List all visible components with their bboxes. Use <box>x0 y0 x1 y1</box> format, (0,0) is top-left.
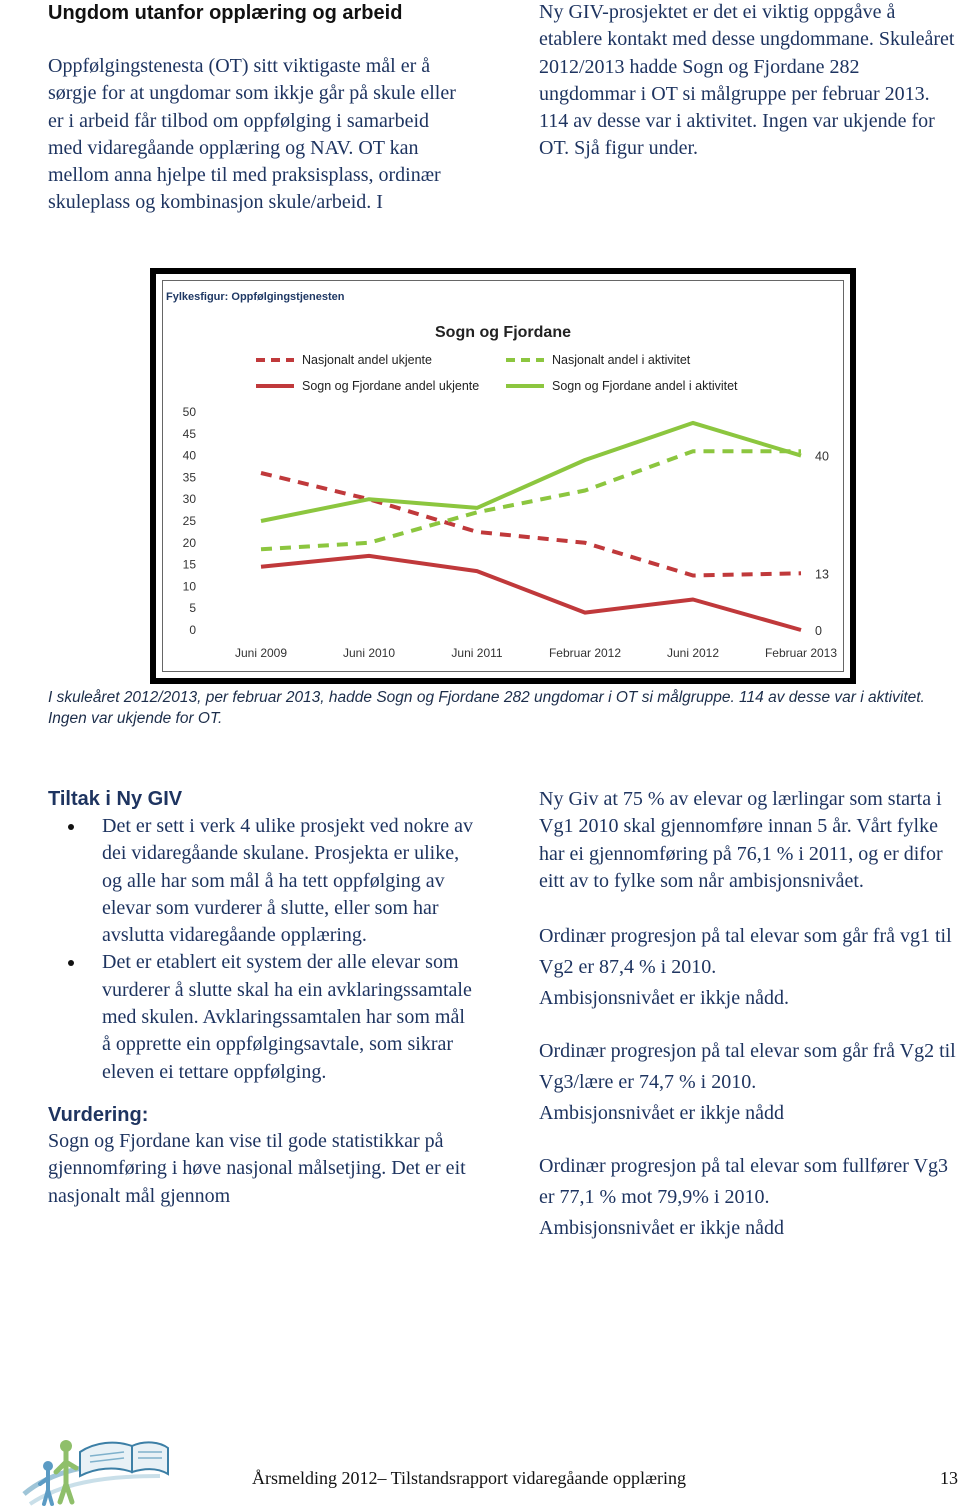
series-layer <box>261 423 801 630</box>
data-labels <box>815 450 829 638</box>
gjennomforing-paragraph: Ny Giv at 75 % av elevar og lærlingar som starta i Vg1 2010 skal gjennomføre innan 5 år. Vårt fylke har ei gjennomføring på 76,1 % i 2011, og er difor eitt av to fylke som når ambisjonsnivået. <box>539 788 943 892</box>
progresjon-vg2-text: Ordinær progresjon på tal elevar som går frå Vg2 til Vg3/lære er 74,7 % i 2010. <box>539 1040 956 1094</box>
y-axis <box>183 405 197 637</box>
y-tick-label: 40 <box>182 448 196 463</box>
x-axis <box>235 646 837 660</box>
bullet-icon <box>68 960 74 966</box>
county-logo <box>20 1432 170 1510</box>
legend-label: Nasjonalt andel ukjente <box>302 353 432 367</box>
y-tick-label: 5 <box>189 601 196 616</box>
y-tick-label: 50 <box>182 405 196 419</box>
legend-label: Sogn og Fjordane andel i aktivitet <box>552 379 738 393</box>
legend-item <box>256 353 432 367</box>
progresjon-vg3-text: Ordinær progresjon på tal elevar som fullfører Vg3 er 77,1 % mot 79,9% i 2010. <box>539 1155 948 1209</box>
y-tick-label: 0 <box>189 623 196 637</box>
right-column-top <box>539 0 959 163</box>
y-tick-label: 35 <box>182 470 196 485</box>
legend-item <box>506 379 738 393</box>
right-column-bottom <box>539 786 959 1244</box>
x-tick-label: Februar 2013 <box>764 646 838 660</box>
left-column-bottom <box>48 786 478 1210</box>
y-tick-label: 10 <box>182 579 196 594</box>
x-tick-label: Juni 2011 <box>451 646 503 660</box>
data-label: 0 <box>815 624 822 638</box>
data-label: 13 <box>815 567 829 582</box>
figure-label: Fylkesfigur: Oppfølgingstjenesten <box>166 291 345 303</box>
y-tick-label: 45 <box>182 426 196 441</box>
progresjon-vg3-status: Ambisjonsnivået er ikkje nådd <box>539 1217 784 1240</box>
legend-item <box>256 379 479 393</box>
chart-legend <box>256 353 738 393</box>
intro-paragraph: Oppfølgingstenesta (OT) sitt viktigaste mål er å sørgje for at ungdomar som ikkje går på skule eller er i arbeid får tilbod om oppfølging i samarbeid med vidaregåande opplæring og NAV. OT kan mellom anna hjelpe til med praksisplass, ordinær skuleplass og kombinasjon skule/arbeid. I <box>48 55 456 214</box>
x-tick-label: Juni 2009 <box>234 646 288 660</box>
footer-title: Årsmelding 2012– Tilstandsrapport vidaregåande opplæring <box>252 1468 686 1488</box>
list-item-text: Det er sett i verk 4 ulike prosjekt ved nokre av dei vidaregåande skulane. Prosjekta er ulike, og alle har som mål å ha tett oppfølging av elevar som vurderer å slutte, eller som har avslutta vidaregåande opplæring. <box>102 815 473 947</box>
chart-figure <box>150 268 856 684</box>
progresjon-vg1-text: Ordinær progresjon på tal elevar som går frå vg1 til Vg2 er 87,4 % i 2010. <box>539 925 952 979</box>
list-item <box>48 813 478 949</box>
legend-label: Nasjonalt andel i aktivitet <box>552 353 691 367</box>
legend-label: Sogn og Fjordane andel ukjente <box>302 379 480 393</box>
series-line <box>261 556 801 630</box>
series-line <box>261 423 801 521</box>
list-item-text: Det er etablert eit system der alle elevar som vurderer å slutte skal ha ein avklaringssamtale med skulen. Avklaringssamtalen har som mål å opprette ein oppfølgingsavtale, som sikrar eleven ei tettare oppfølging. <box>102 951 472 1083</box>
figure-caption: I skuleåret 2012/2013, per februar 2013, hadde Sogn og Fjordane 282 ungdomar i OT si målgruppe. 114 av desse var i aktivitet. Ingen var ukjende for OT. <box>48 689 925 727</box>
left-column-top <box>48 0 468 217</box>
tiltak-heading: Tiltak i Ny GIV <box>48 788 183 810</box>
vurdering-heading: Vurdering: <box>48 1103 149 1126</box>
ny-giv-paragraph: Ny GIV-prosjektet er det ei viktig oppgåve å etablere kontakt med desse ungdommane. Skuleåret 2012/2013 hadde Sogn og Fjordane 282 ungdommar i OT si målgruppe per februar 2013. 114 av desse var i aktivitet. Ingen var ukjende for OT. Sjå figur under. <box>539 1 955 160</box>
y-tick-label: 20 <box>182 535 196 550</box>
y-tick-label: 25 <box>182 514 196 528</box>
progresjon-vg2-status: Ambisjonsnivået er ikkje nådd <box>539 1102 784 1125</box>
y-tick-label: 30 <box>182 492 196 507</box>
x-tick-label: Juni 2010 <box>342 646 396 660</box>
page-number: 13 <box>940 1468 958 1488</box>
section-heading-ungdom: Ungdom utanfor opplæring og arbeid <box>48 2 403 24</box>
series-line <box>261 451 801 549</box>
data-label: 40 <box>815 449 829 464</box>
x-tick-label: Juni 2012 <box>666 646 720 660</box>
chart-title: Sogn og Fjordane <box>435 324 571 341</box>
line-chart <box>156 274 850 678</box>
x-tick-label: Februar 2012 <box>548 646 622 660</box>
vurdering-paragraph: Sogn og Fjordane kan vise til gode statistikkar på gjennomføring i høve nasjonal målsetjing. Det er eit nasjonalt mål gjennom <box>48 1129 466 1207</box>
tiltak-list <box>48 813 478 1086</box>
legend-item <box>506 353 691 367</box>
progresjon-vg1-status: Ambisjonsnivået er ikkje nådd. <box>539 987 789 1010</box>
y-tick-label: 15 <box>182 557 196 572</box>
bullet-icon <box>68 824 74 830</box>
list-item <box>48 949 478 1085</box>
